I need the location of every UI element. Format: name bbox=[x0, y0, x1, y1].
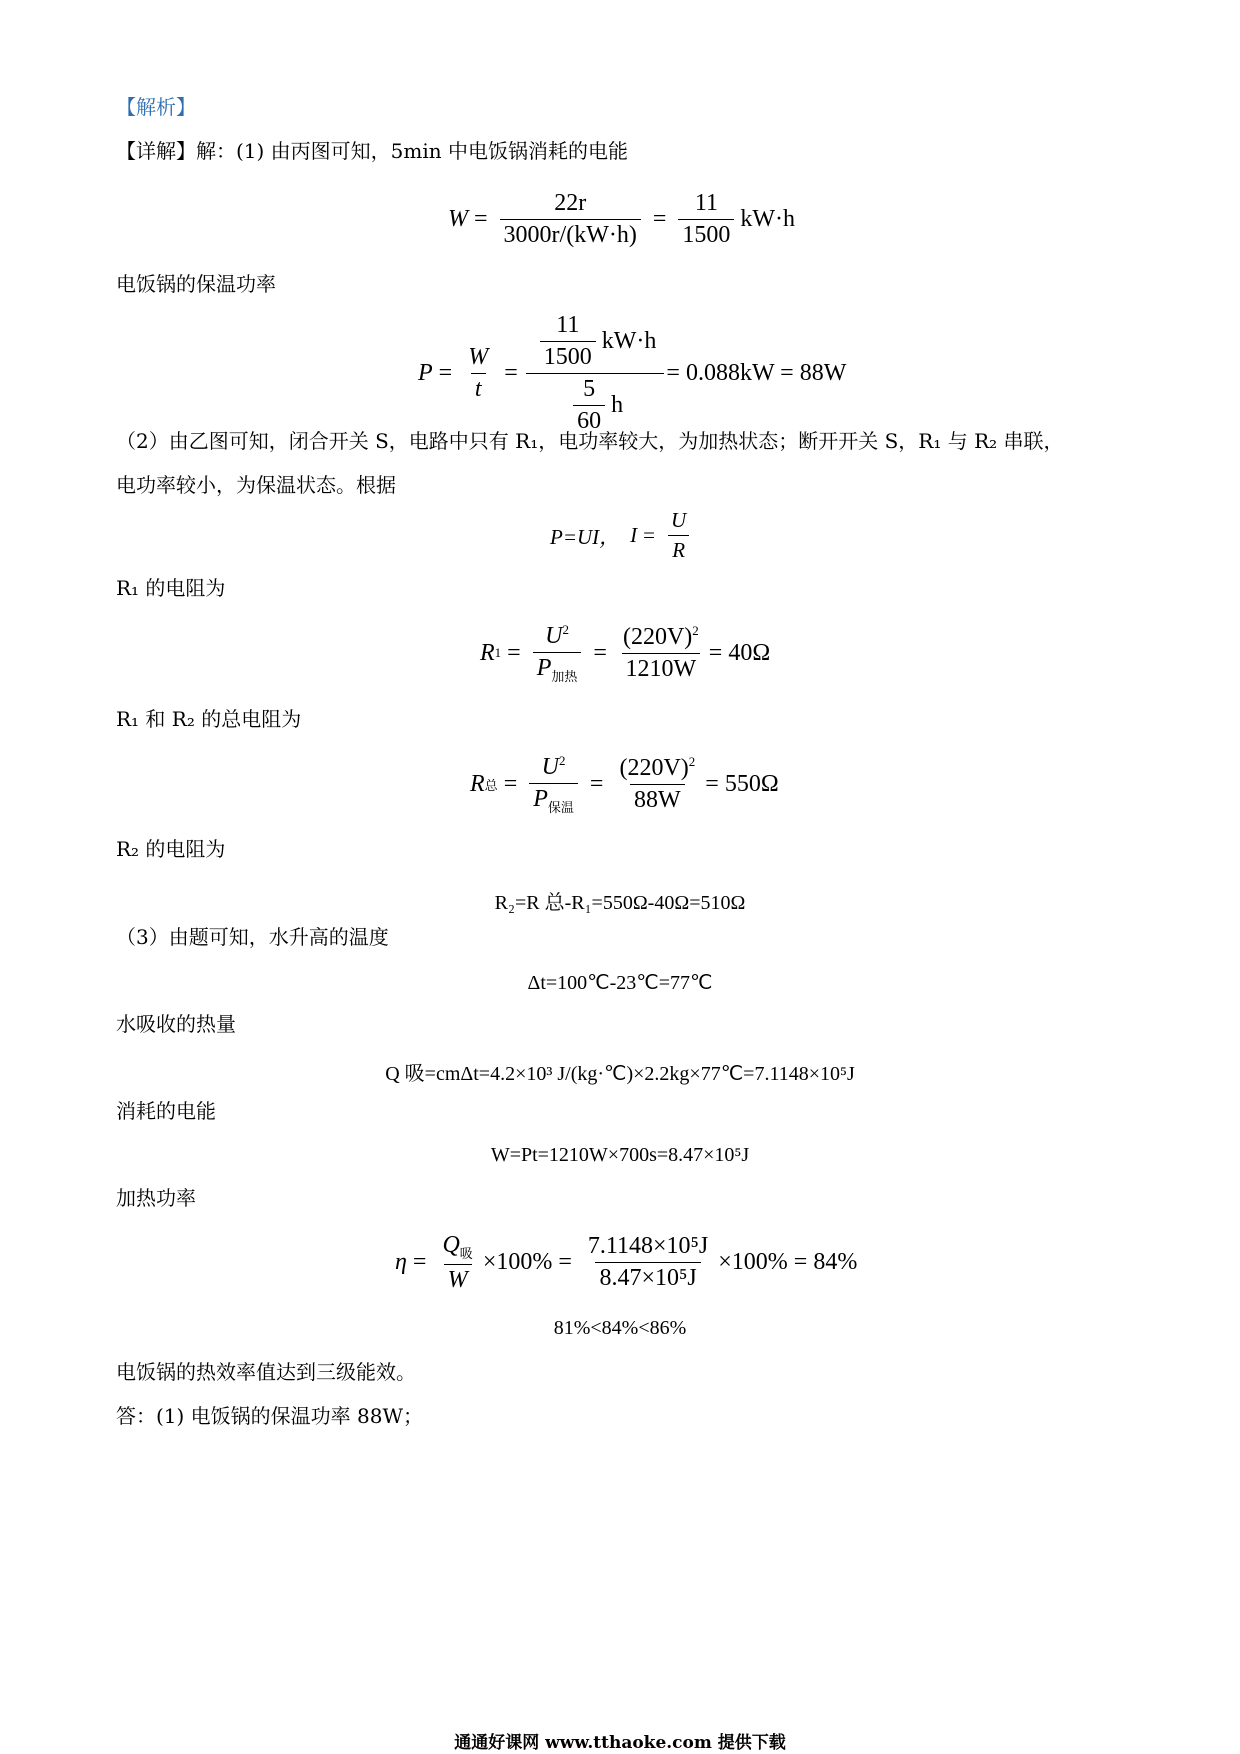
para-r1-resistance: R₁ 的电阻为 bbox=[116, 576, 226, 600]
eq2-inner-unit: kW·h bbox=[601, 328, 657, 354]
eq2-inner-frac bbox=[540, 312, 596, 371]
section-label: 【解析】 bbox=[116, 95, 196, 119]
eq10-frac2 bbox=[584, 1233, 712, 1292]
para-energy-consumed: 消耗的电能 bbox=[116, 1099, 216, 1123]
eq5-den1-sub: 保温 bbox=[547, 799, 574, 815]
eq2-compound-frac bbox=[530, 312, 661, 435]
eq4-frac2: $\frac{(220V)^2}{1210W}$ bbox=[622, 623, 699, 683]
part2-para-line2: 电功率较小，为保温状态。根据 bbox=[116, 473, 396, 497]
eq10-result: ×100% = 84% bbox=[718, 1249, 858, 1276]
eq2-fden: t bbox=[471, 373, 486, 403]
para-heat-absorbed: 水吸收的热量 bbox=[116, 1012, 236, 1036]
eq3-lhs: I bbox=[630, 523, 638, 547]
eq3-text1: P=UI， bbox=[550, 524, 621, 549]
eq3-frac bbox=[667, 508, 690, 563]
eq2-frac-w-t bbox=[464, 344, 492, 403]
para-heating-efficiency: 加热功率 bbox=[116, 1186, 196, 1210]
para-efficiency-conclusion: 电饭锅的热效率值达到三级能效。 bbox=[116, 1360, 416, 1384]
eq5-den2: 88W bbox=[630, 784, 685, 814]
para-r2-resistance: R₂ 的电阻为 bbox=[116, 837, 226, 861]
eq2-inner-den: 1500 bbox=[540, 341, 596, 371]
eq4-den2: 1210W bbox=[622, 653, 701, 683]
eq5-frac1: $\frac{U^2}{P_{保温}}$ bbox=[529, 753, 578, 816]
eq10-frac1 bbox=[438, 1232, 476, 1294]
para-total-resistance: R₁ 和 R₂ 的总电阻为 bbox=[116, 707, 302, 731]
equation-energy: W = $\frac{22r}{3000r/(kW\cdot h)}$ = $\frac{11}{1500}$ kW·h bbox=[448, 190, 796, 248]
eq2-lhs: P bbox=[418, 360, 433, 386]
part1-intro bbox=[116, 137, 628, 165]
eq10-num1-sub: 吸 bbox=[459, 1245, 473, 1261]
eq5-lhs: R bbox=[470, 770, 485, 797]
eq3-num: U bbox=[671, 508, 687, 532]
eq1-den2: 1500 bbox=[678, 219, 734, 249]
eq4-num1: U bbox=[545, 623, 563, 649]
eq10-mid: ×100% bbox=[482, 1249, 553, 1276]
eq2-inner-num: 11 bbox=[556, 312, 580, 338]
para-keep-warm-power: 电饭锅的保温功率 bbox=[116, 272, 276, 296]
detail-label: 【详解】 bbox=[116, 139, 196, 163]
eq1-unit: kW·h bbox=[740, 206, 796, 232]
eq4-lhs: R bbox=[480, 639, 495, 666]
eq5-num1: U bbox=[541, 754, 559, 780]
eq5-num2: (220V) bbox=[619, 755, 689, 782]
eq1-num1: 22r bbox=[554, 190, 587, 216]
eq1-lhs: W bbox=[448, 206, 468, 232]
eq5-den1: P bbox=[533, 786, 548, 812]
eq10-den1: W bbox=[444, 1264, 472, 1294]
equation-ohms-law: P=UI， I = $\frac{U}{R}$ bbox=[550, 508, 696, 563]
eq10-lhs: η bbox=[395, 1249, 407, 1276]
eq4-result: = 40Ω bbox=[708, 639, 771, 666]
eq5-frac2: $\frac{(220V)^2}{88W}$ bbox=[619, 754, 696, 814]
eq2-bot-den: 60 bbox=[573, 405, 605, 435]
part3-intro: （3）由题可知，水升高的温度 bbox=[116, 925, 389, 949]
eq3-den: R bbox=[668, 535, 689, 563]
eq4-num2: (220V) bbox=[622, 624, 693, 651]
eq1-frac2 bbox=[678, 190, 734, 249]
equation-energy-consumed: W=Pt=1210W×700s=8.47×10⁵J bbox=[490, 1144, 750, 1166]
answer-part1: 答：(1) 电饭锅的保温功率 88W； bbox=[116, 1404, 424, 1428]
equation-efficiency: η = $\frac{Q_吸}{W}$ ×100% = $\frac{\text{7.1148×10⁵J}}{\text{8.47×10⁵J}}$ ×100% = 84% bbox=[395, 1232, 858, 1293]
eq1-num2: 11 bbox=[694, 190, 718, 216]
equation-r2: R₂=R 总-R₁=550Ω-40Ω=510Ω bbox=[494, 892, 746, 914]
eq2-result: = 0.088kW = 88W bbox=[666, 360, 847, 386]
equation-comparison: 81%<84%<86% bbox=[553, 1317, 687, 1339]
equation-delta-t: Δt=100℃-23℃=77℃ bbox=[527, 972, 713, 994]
eq4-frac1: $\frac{U^2}{P_{加热}}$ bbox=[533, 622, 582, 685]
eq2-bot-num: 5 bbox=[583, 376, 596, 402]
part1-intro-text: 解：(1) 由丙图可知，5min 中电饭锅消耗的电能 bbox=[196, 139, 629, 163]
eq2-fnum: W bbox=[468, 344, 489, 370]
eq1-frac1 bbox=[500, 190, 641, 249]
equation-heat-absorbed: Q 吸=cmΔt=4.2×10³ J/(kg·℃)×2.2kg×77℃=7.1148×10⁵J bbox=[385, 1063, 855, 1085]
part2-para-line1: （2）由乙图可知，闭合开关 S，电路中只有 R₁，电功率较大，为加热状态；断开开关 S，R₁ 与 R₂ 串联， bbox=[116, 429, 1064, 453]
eq4-den1-sub: 加热 bbox=[551, 668, 578, 684]
eq4-lhs-sub: 1 bbox=[494, 645, 502, 661]
eq4-den1: P bbox=[536, 655, 552, 681]
equation-r1: R 1 = $\frac{U^2}{P_{加热}}$ = $\frac{(220V)^2}{1210W}$ = 40Ω bbox=[480, 622, 771, 684]
eq10-num2: 7.1148×10⁵J bbox=[587, 1233, 709, 1260]
eq1-den1: 3000r/(kW·h) bbox=[500, 219, 641, 249]
eq5-lhs-sub: 总 bbox=[484, 777, 498, 793]
equation-total-resistance: R 总 = $\frac{U^2}{P_{保温}}$ = $\frac{(220V)^2}{88W}$ = 550Ω bbox=[470, 753, 779, 815]
eq10-num1: Q bbox=[442, 1232, 460, 1258]
eq10-den2: 8.47×10⁵J bbox=[595, 1262, 700, 1292]
eq2-bot-unit: h bbox=[611, 392, 624, 418]
page-footer: 通通好课网 www.tthaoke.com 提供下载 bbox=[454, 1733, 786, 1753]
eq5-result: = 550Ω bbox=[705, 770, 779, 797]
equation-keep-warm-power: P = $\frac{W}{t}$ = $\frac{11}{1500}$ kW·h $\frac{5}{60}$ h = 0.088kW = 88W bbox=[418, 312, 847, 434]
